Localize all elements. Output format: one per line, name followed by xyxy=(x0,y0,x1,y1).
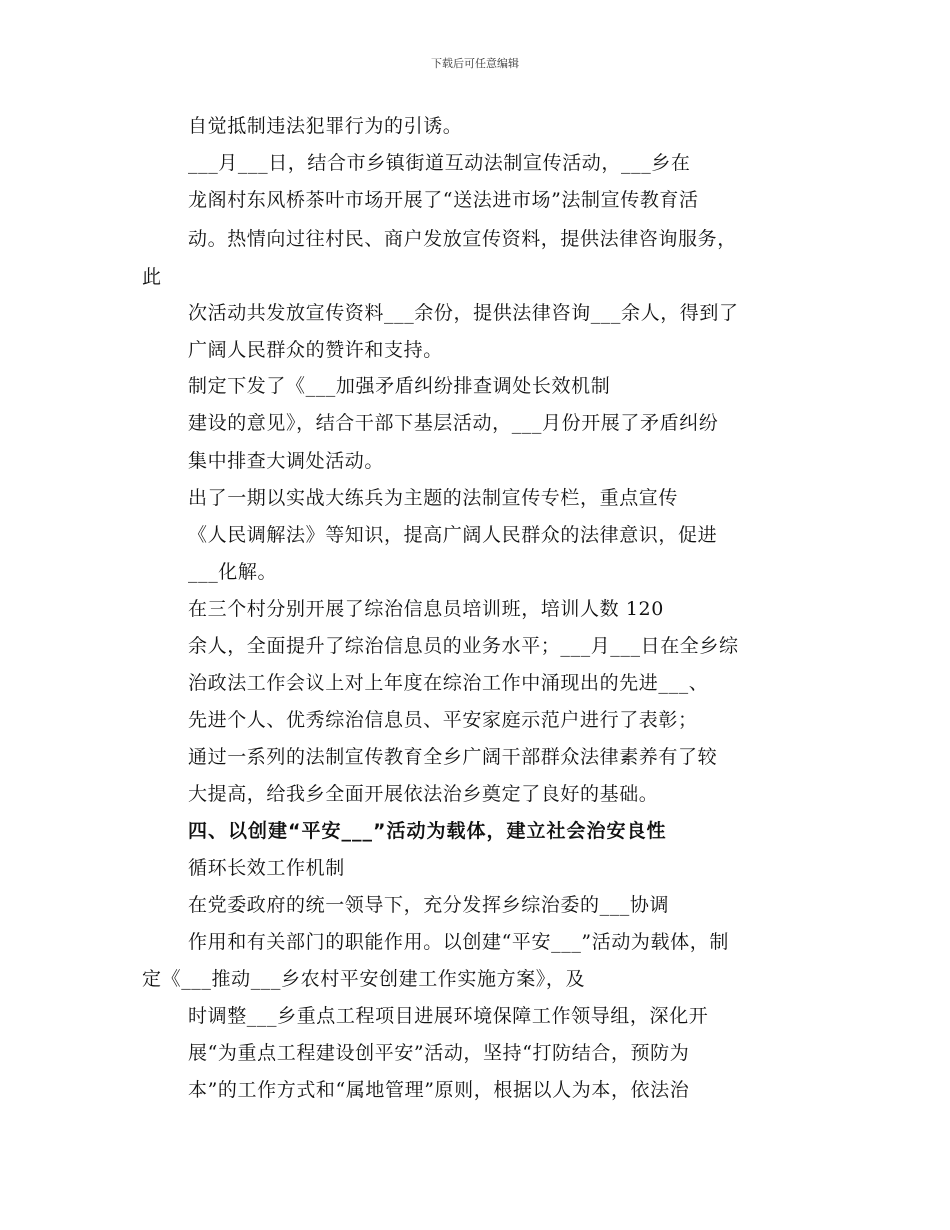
text-line: 通过一系列的法制宣传教育全乡广阔干部群众法律素养有了较 xyxy=(188,746,718,768)
text-line: 治政法工作会议上对上年度在综治工作中涌现出的先进___、 xyxy=(188,672,709,694)
text-line: 广阔人民群众的赞许和支持。 xyxy=(188,339,443,361)
text-line: 在三个村分别开展了综治信息员培训班，培训人数 120 xyxy=(188,598,664,620)
text-line: 建设的意见》，结合干部下基层活动，___月份开展了矛盾纠纷 xyxy=(188,412,719,434)
text-line: 大提高，给我乡全面开展依法治乡奠定了良好的基础。 xyxy=(188,783,659,805)
text-line: 先进个人、优秀综治信息员、平安家庭示范户进行了表彰； xyxy=(188,709,698,731)
text-line: 在党委政府的统一领导下，充分发挥乡综治委的___协调 xyxy=(188,894,670,916)
text-line: 余人，全面提升了综治信息员的业务水平；___月___日在全乡综 xyxy=(188,635,739,657)
text-line: 集中排查大调处活动。 xyxy=(188,450,385,472)
text-line: 《人民调解法》等知识，提高广阔人民群众的法律意识，促进 xyxy=(188,524,718,546)
text-line: 本”的工作方式和“属地管理”原则，根据以人为本，依法治 xyxy=(188,1079,690,1101)
text-line: 展“为重点工程建设创平安”活动，坚持“打防结合，预防为 xyxy=(188,1042,690,1064)
page-header-note: 下载后可任意编辑 xyxy=(431,57,519,70)
text-line: 此 xyxy=(142,266,162,288)
text-line: 时调整___乡重点工程项目进展环境保障工作领导组，深化开 xyxy=(188,1005,709,1027)
text-line: 定《___推动___乡农村平安创建工作实施方案》，及 xyxy=(142,968,586,990)
section-heading-continuation: 循环长效工作机制 xyxy=(188,857,345,879)
text-line: ___月___日，结合市乡镇街道互动法制宣传活动，___乡在 xyxy=(188,152,691,174)
text-line: 作用和有关部门的职能作用。以创建“平安___”活动为载体，制 xyxy=(188,931,729,953)
text-line: 出了一期以实战大练兵为主题的法制宣传专栏，重点宣传 xyxy=(188,487,679,509)
text-line: 自觉抵制违法犯罪行为的引诱。 xyxy=(188,115,463,137)
section-heading: 四、以创建“平安___”活动为载体，建立社会治安良性 xyxy=(188,820,667,842)
text-line: 制定下发了《___加强矛盾纠纷排查调处长效机制 xyxy=(188,375,611,397)
text-line: 龙阁村东风桥茶叶市场开展了“送法进市场”法制宣传教育活 xyxy=(188,189,699,211)
text-line: ___化解。 xyxy=(188,561,278,583)
text-line: 动。热情向过往村民、商户发放宣传资料，提供法律咨询服务， xyxy=(188,228,737,250)
text-line: 次活动共发放宣传资料___余份，提供法律咨询___余人，得到了 xyxy=(188,302,739,324)
